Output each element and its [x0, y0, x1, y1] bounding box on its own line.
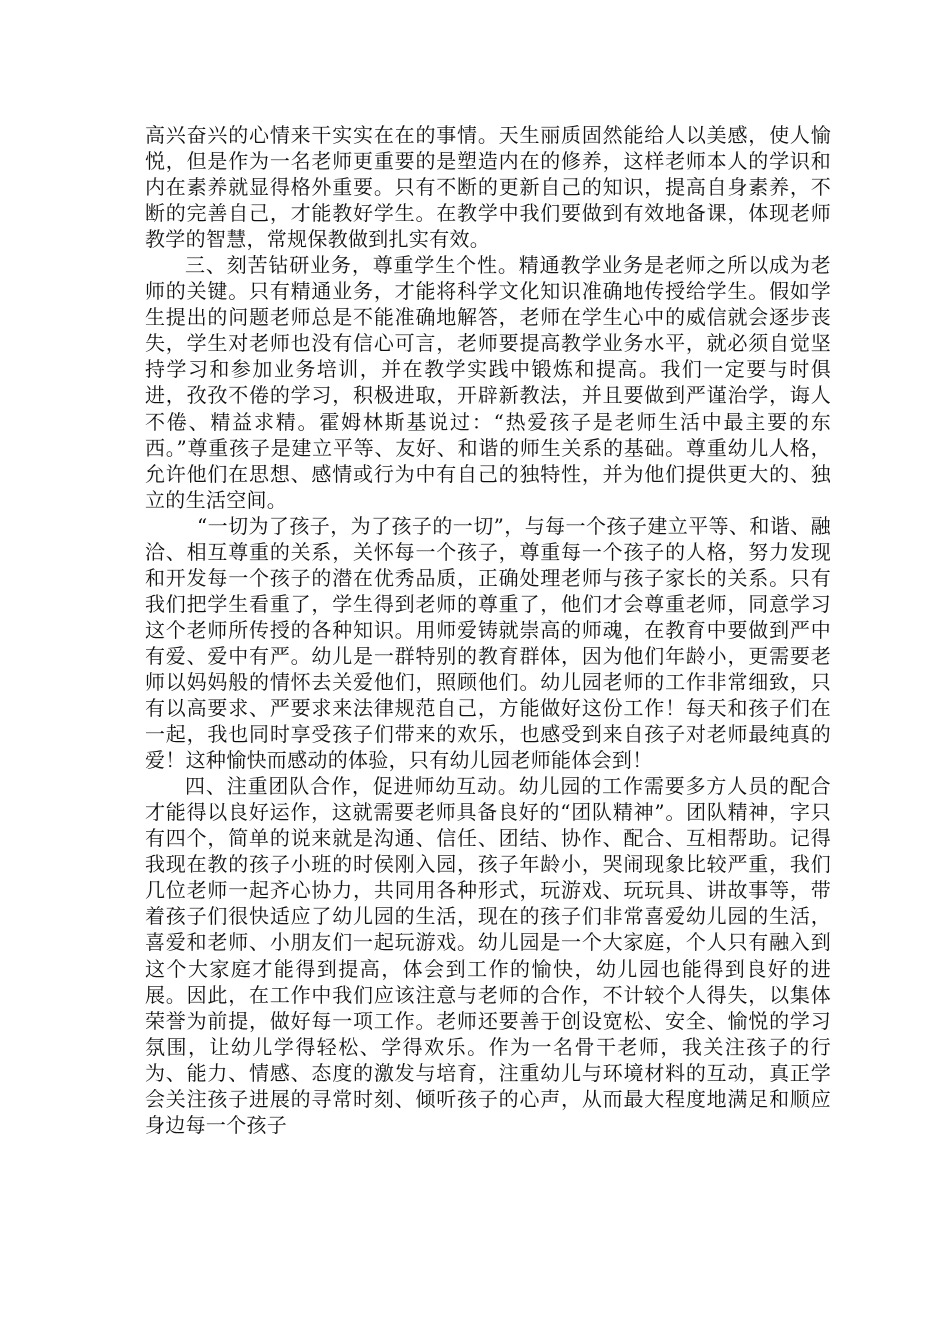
paragraph-section-three: 三、刻苦钻研业务，尊重学生个性。精通教学业务是老师之所以成为老师的关键。只有精通业务，才能将科学文化知识准确地传授给学生。假如学生提出的问题老师总是不能准确地解答，老师在学生心中的威信就会逐步丧失，学生对老师也没有信心可言，老师要提高教学业务水平，就必须自觉坚持学习和参加业务培训，并在教学实践中锻炼和提高。我们一定要与时俱进，孜孜不倦的学习，积极进取，开辟新教法，并且要做到严谨治学，诲人不倦、精益求精。霍姆林斯基说过：“热爱孩子是老师生活中最主要的东西。”尊重孩子是建立平等、友好、和谐的师生关系的基础。尊重幼儿人格，允许他们在思想、感情或行为中有自己的独特性，并为他们提供更大的、独立的生活空间。: [145, 253, 831, 512]
paragraph-all-for-children: “一切为了孩子，为了孩子的一切”，与每一个孩子建立平等、和谐、融洽、相互尊重的关系，关怀每一个孩子，尊重每一个孩子的人格，努力发现和开发每一个孩子的潜在优秀品质，正确处理老师与孩子家长的关系。只有我们把学生看重了，学生得到老师的尊重了，他们才会尊重老师，同意学习这个老师所传授的各种知识。用师爱铸就崇高的师魂，在教育中要做到严中有爱、爱中有严。幼儿是一群特别的教育群体，因为他们年龄小，更需要老师以妈妈般的情怀去关爱他们，照顾他们。幼儿园老师的工作非常细致，只有以高要求、严要求来法律规范自己，方能做好这份工作！每天和孩子们在一起，我也同时享受孩子们带来的欢乐，也感受到来自孩子对老师最纯真的爱！这种愉快而感动的体验，只有幼儿园老师能体会到！: [145, 513, 831, 773]
paragraph-continuation: 高兴奋兴的心情来干实实在在的事情。天生丽质固然能给人以美感，使人愉悦，但是作为一名老师更重要的是塑造内在的修养，这样老师本人的学识和内在素养就显得格外重要。只有不断的更新自己的知识，提高自身素养，不断的完善自己，才能教好学生。在教学中我们要做到有效地备课，体现老师教学的智慧，常规保教做到扎实有效。: [145, 123, 831, 252]
paragraph-section-four: 四、注重团队合作，促进师幼互动。幼儿园的工作需要多方人员的配合才能得以良好运作，这就需要老师具备良好的“团队精神”。团队精神，字只有四个，简单的说来就是沟通、信任、团结、协作、配合、互相帮助。记得我现在教的孩子小班的时侯刚入园，孩子年龄小，哭闹现象比较严重，我们几位老师一起齐心协力，共同用各种形式，玩游戏、玩玩具、讲故事等，带着孩子们很快适应了幼儿园的生活，现在的孩子们非常喜爱幼儿园的生活，喜爱和老师、小朋友们一起玩游戏。幼儿园是一个大家庭，个人只有融入到这个大家庭才能得到提高，体会到工作的愉快，幼儿园也能得到良好的进展。因此，在工作中我们应该注意与老师的合作，不计较个人得失，以集体荣誉为前提，做好每一项工作。老师还要善于创设宽松、安全、愉悦的学习氛围，让幼儿学得轻松、学得欢乐。作为一名骨干老师，我关注孩子的行为、能力、情感、态度的激发与培育，注重幼儿与环境材料的互动，真正学会关注孩子进展的寻常时刻、倾听孩子的心声，从而最大程度地满足和顺应身边每一个孩子: [145, 774, 831, 1137]
document-body: [145, 122, 831, 1138]
